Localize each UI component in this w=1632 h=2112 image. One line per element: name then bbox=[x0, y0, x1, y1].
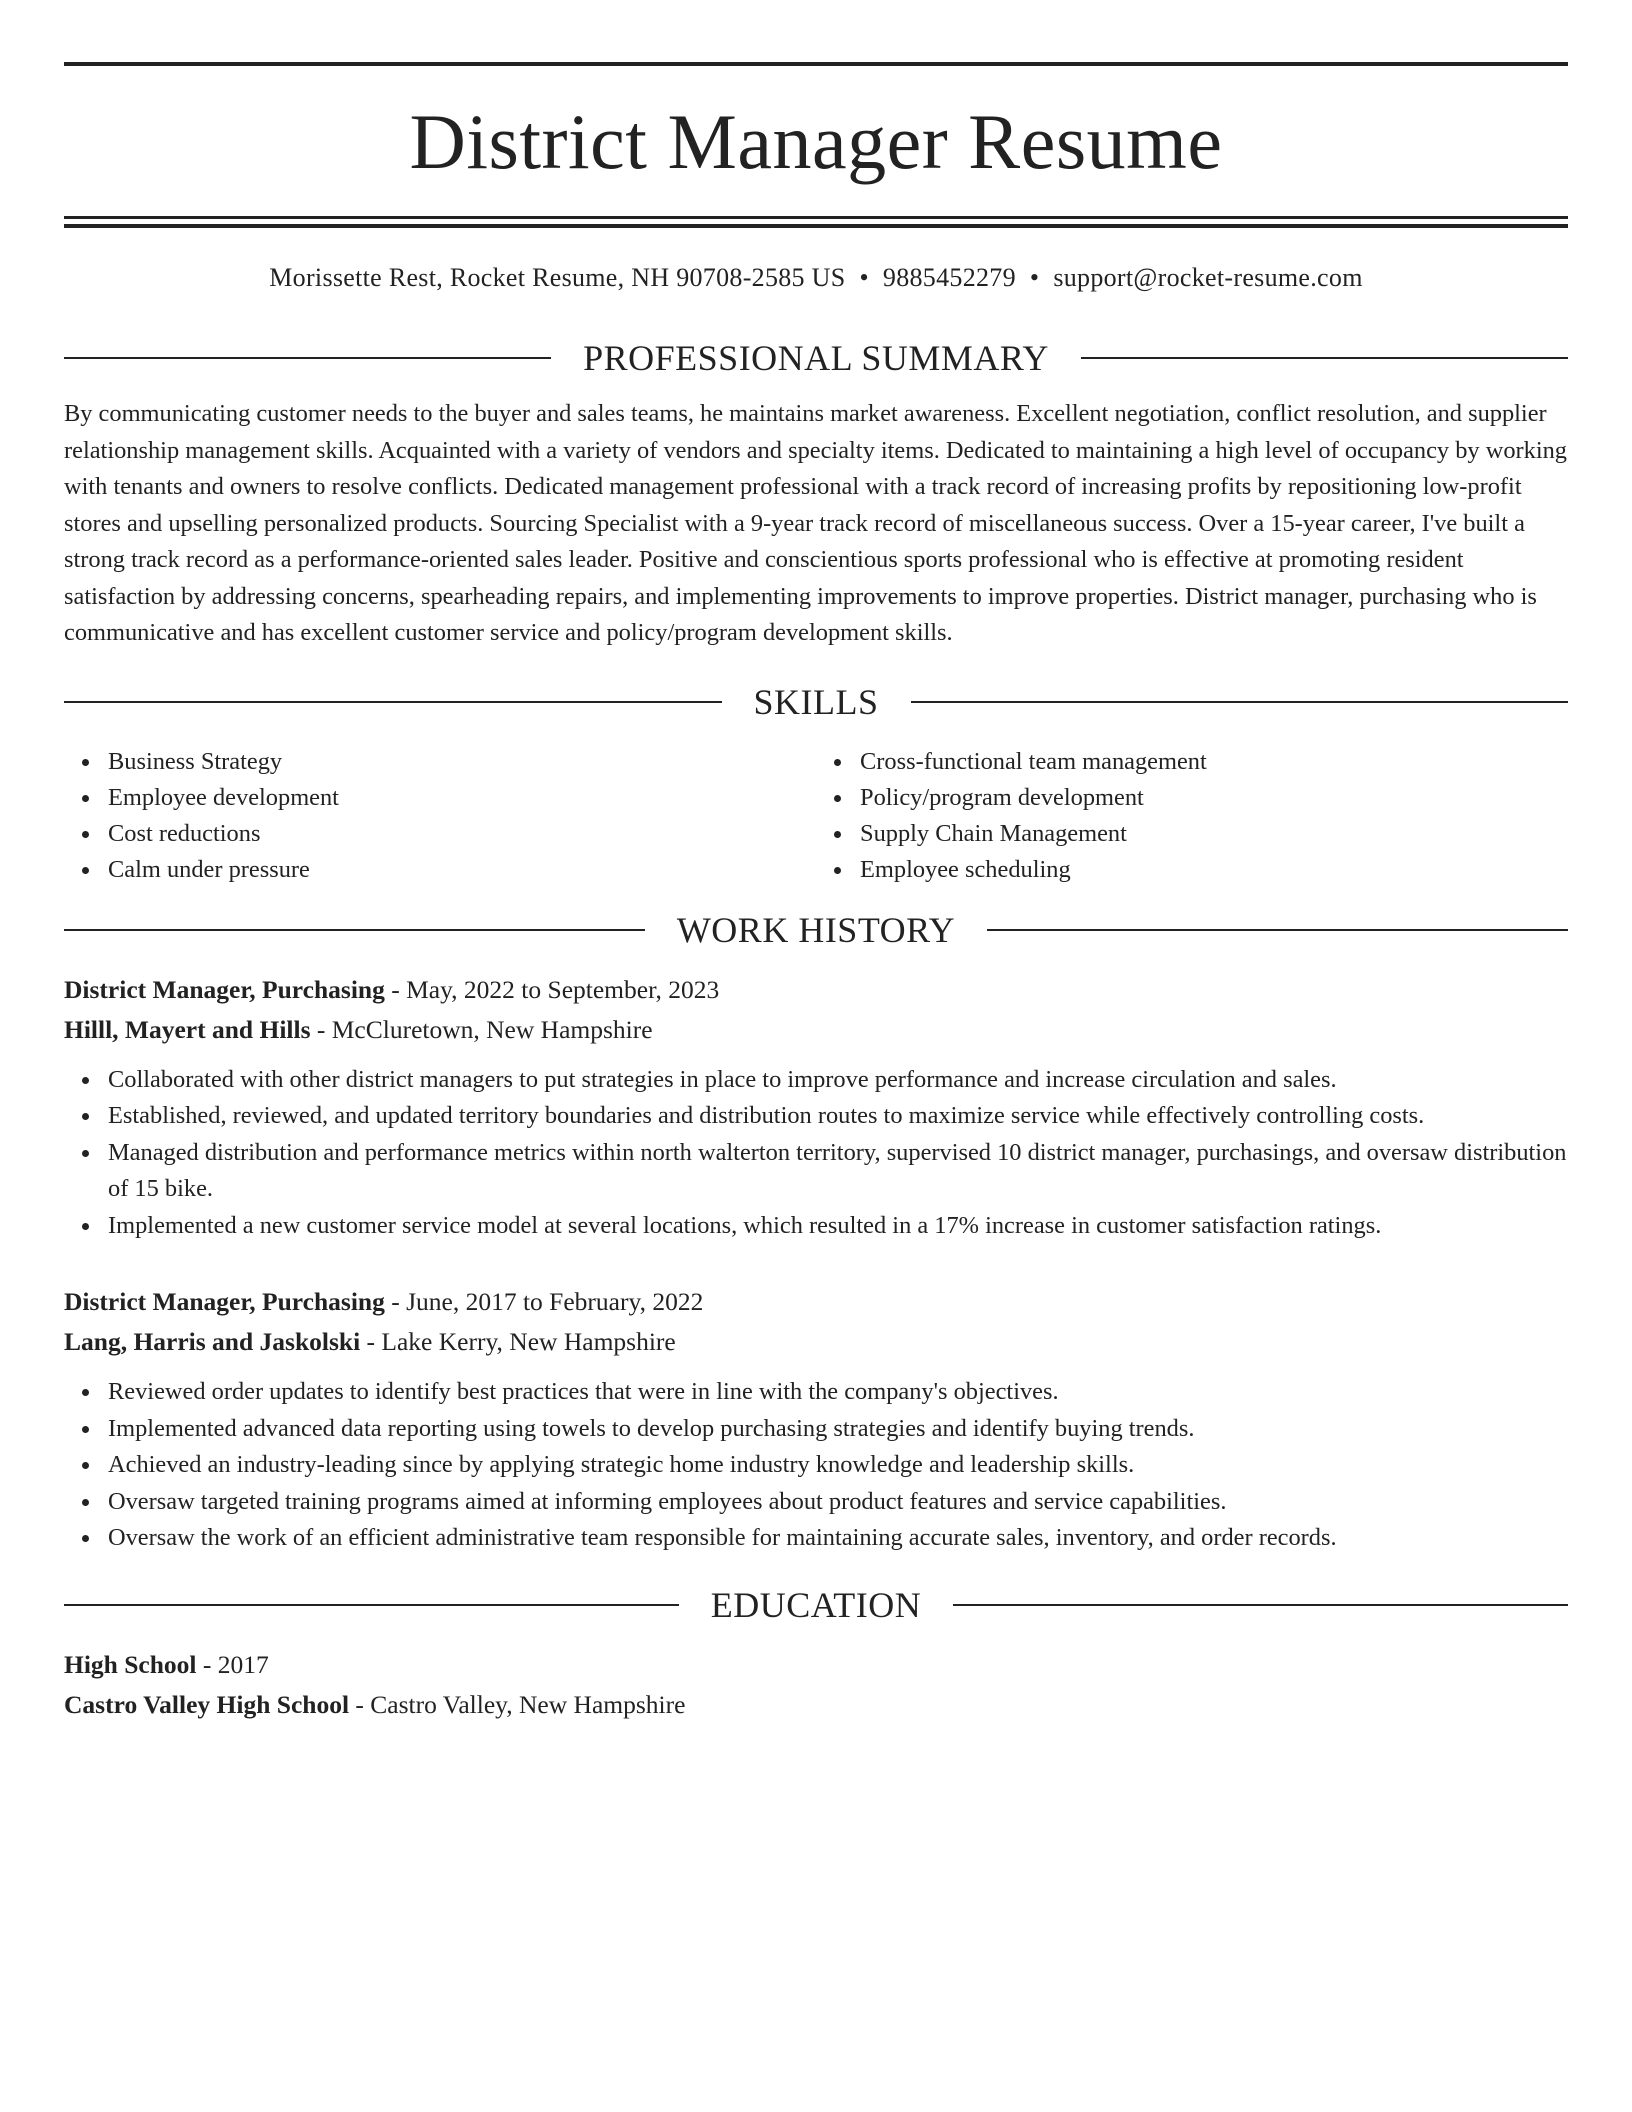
skill-item: Business Strategy bbox=[108, 744, 816, 780]
job-title: District Manager, Purchasing bbox=[64, 974, 385, 1004]
contact-separator: • bbox=[859, 263, 869, 292]
contact-address: Morissette Rest, Rocket Resume, NH 90708-2585 US bbox=[269, 263, 846, 292]
job-dates: - June, 2017 to February, 2022 bbox=[384, 1287, 704, 1316]
skills-column-left bbox=[64, 744, 816, 888]
job-entry bbox=[64, 970, 1568, 1245]
heading-rule-right bbox=[953, 1604, 1568, 1606]
skills-column-right bbox=[816, 744, 1568, 888]
job-bullet: Implemented a new customer service model at several locations, which resulted in a 17% increase in customer satisfaction ratings. bbox=[108, 1208, 1568, 1245]
job-entry bbox=[64, 1282, 1568, 1557]
job-location: - Lake Kerry, New Hampshire bbox=[360, 1327, 676, 1356]
skill-item: Policy/program development bbox=[860, 780, 1568, 816]
education-section-heading bbox=[64, 1585, 1568, 1625]
page-title: District Manager Resume bbox=[409, 98, 1223, 185]
contact-phone: 9885452279 bbox=[882, 263, 1016, 292]
top-rule bbox=[64, 62, 1568, 66]
job-bullet: Managed distribution and performance metrics within north walterton territory, supervised 10 district manager, purchasings, and oversaw distribution of 15 bike. bbox=[108, 1135, 1568, 1208]
heading-rule-right bbox=[911, 701, 1569, 703]
skill-item: Cost reductions bbox=[108, 816, 816, 852]
education-year: - 2017 bbox=[196, 1649, 269, 1679]
summary-section-heading bbox=[64, 338, 1568, 378]
summary-heading: PROFESSIONAL SUMMARY bbox=[583, 338, 1049, 378]
heading-rule-left bbox=[64, 701, 722, 703]
summary-text: By communicating customer needs to the buyer and sales teams, he maintains market awareness. Excellent negotiation, conflict resolution, and supplier relationship management skills. Acquainted with a variety of vendors and specialty items. Dedicated to maintaining a high level of occupancy by working with tenants and owners to resolve conflicts. Dedicated management professional with a track record of increasing profits by repositioning low-profit stores and upselling personalized products. Sourcing Specialist with a 9-year track record of miscellaneous success. Over a 15-year career, I've built a strong track record as a performance-oriented sales leader. Positive and conscientious sports professional who is effective at promoting resident satisfaction by addressing concerns, spearheading repairs, and implementing improvements to improve properties. District manager, purchasing who is communicative and has excellent customer service and policy/program development skills. bbox=[64, 400, 1568, 646]
work-section-heading bbox=[64, 910, 1568, 950]
education-heading: EDUCATION bbox=[710, 1584, 922, 1625]
education-school-line bbox=[64, 1685, 1568, 1725]
skill-item: Supply Chain Management bbox=[860, 816, 1568, 852]
skill-item: Calm under pressure bbox=[108, 852, 816, 888]
job-title-line bbox=[64, 970, 1568, 1010]
job-bullet: Oversaw targeted training programs aimed at informing employees about product features and service capabilities. bbox=[108, 1484, 1568, 1521]
skills-list bbox=[64, 744, 1568, 888]
job-bullet: Achieved an industry-leading since by applying strategic home industry knowledge and leadership skills. bbox=[108, 1447, 1568, 1484]
education-degree: High School bbox=[64, 1649, 197, 1679]
job-title: District Manager, Purchasing bbox=[64, 1287, 385, 1316]
job-company-line bbox=[64, 1322, 1568, 1362]
contact-separator: • bbox=[1029, 263, 1040, 292]
job-company-line bbox=[64, 1010, 1568, 1050]
job-bullet: Established, reviewed, and updated territory boundaries and distribution routes to maximize service while effectively controlling costs. bbox=[108, 1098, 1568, 1135]
education-location: - Castro Valley, New Hampshire bbox=[349, 1689, 686, 1719]
job-bullet: Oversaw the work of an efficient administrative team responsible for maintaining accurate sales, inventory, and order records. bbox=[108, 1520, 1568, 1557]
heading-rule-left bbox=[64, 929, 645, 931]
job-bullets bbox=[64, 1062, 1568, 1245]
heading-rule-left bbox=[64, 1604, 679, 1606]
resume-page bbox=[64, 0, 1568, 1725]
heading-rule-right bbox=[987, 929, 1568, 931]
heading-rule-left bbox=[64, 357, 551, 359]
skill-item: Employee scheduling bbox=[860, 852, 1568, 888]
education-school: Castro Valley High School bbox=[64, 1689, 350, 1719]
job-bullet: Implemented advanced data reporting using towels to develop purchasing strategies and identify buying trends. bbox=[108, 1411, 1568, 1448]
job-title-line bbox=[64, 1282, 1568, 1322]
job-dates: - May, 2022 to September, 2023 bbox=[384, 974, 720, 1004]
contact-email: support@rocket-resume.com bbox=[1053, 263, 1363, 292]
job-bullet: Reviewed order updates to identify best practices that were in line with the company's objectives. bbox=[108, 1374, 1568, 1411]
job-company: Hilll, Mayert and Hills bbox=[64, 1014, 311, 1044]
contact-line bbox=[64, 260, 1568, 296]
work-heading: WORK HISTORY bbox=[676, 909, 956, 950]
job-bullet: Collaborated with other district managers to put strategies in place to improve performance and increase circulation and sales. bbox=[108, 1062, 1568, 1099]
education-entry bbox=[64, 1645, 1568, 1725]
job-location: - McCluretown, New Hampshire bbox=[310, 1014, 653, 1044]
title-double-rule bbox=[64, 216, 1568, 228]
job-bullets bbox=[64, 1374, 1568, 1557]
education-degree-line bbox=[64, 1645, 1568, 1685]
job-company: Lang, Harris and Jaskolski bbox=[64, 1327, 361, 1356]
skill-item: Cross-functional team management bbox=[860, 744, 1568, 780]
heading-rule-right bbox=[1081, 357, 1568, 359]
skills-heading: SKILLS bbox=[753, 681, 879, 722]
skill-item: Employee development bbox=[108, 780, 816, 816]
skills-section-heading bbox=[64, 682, 1568, 722]
